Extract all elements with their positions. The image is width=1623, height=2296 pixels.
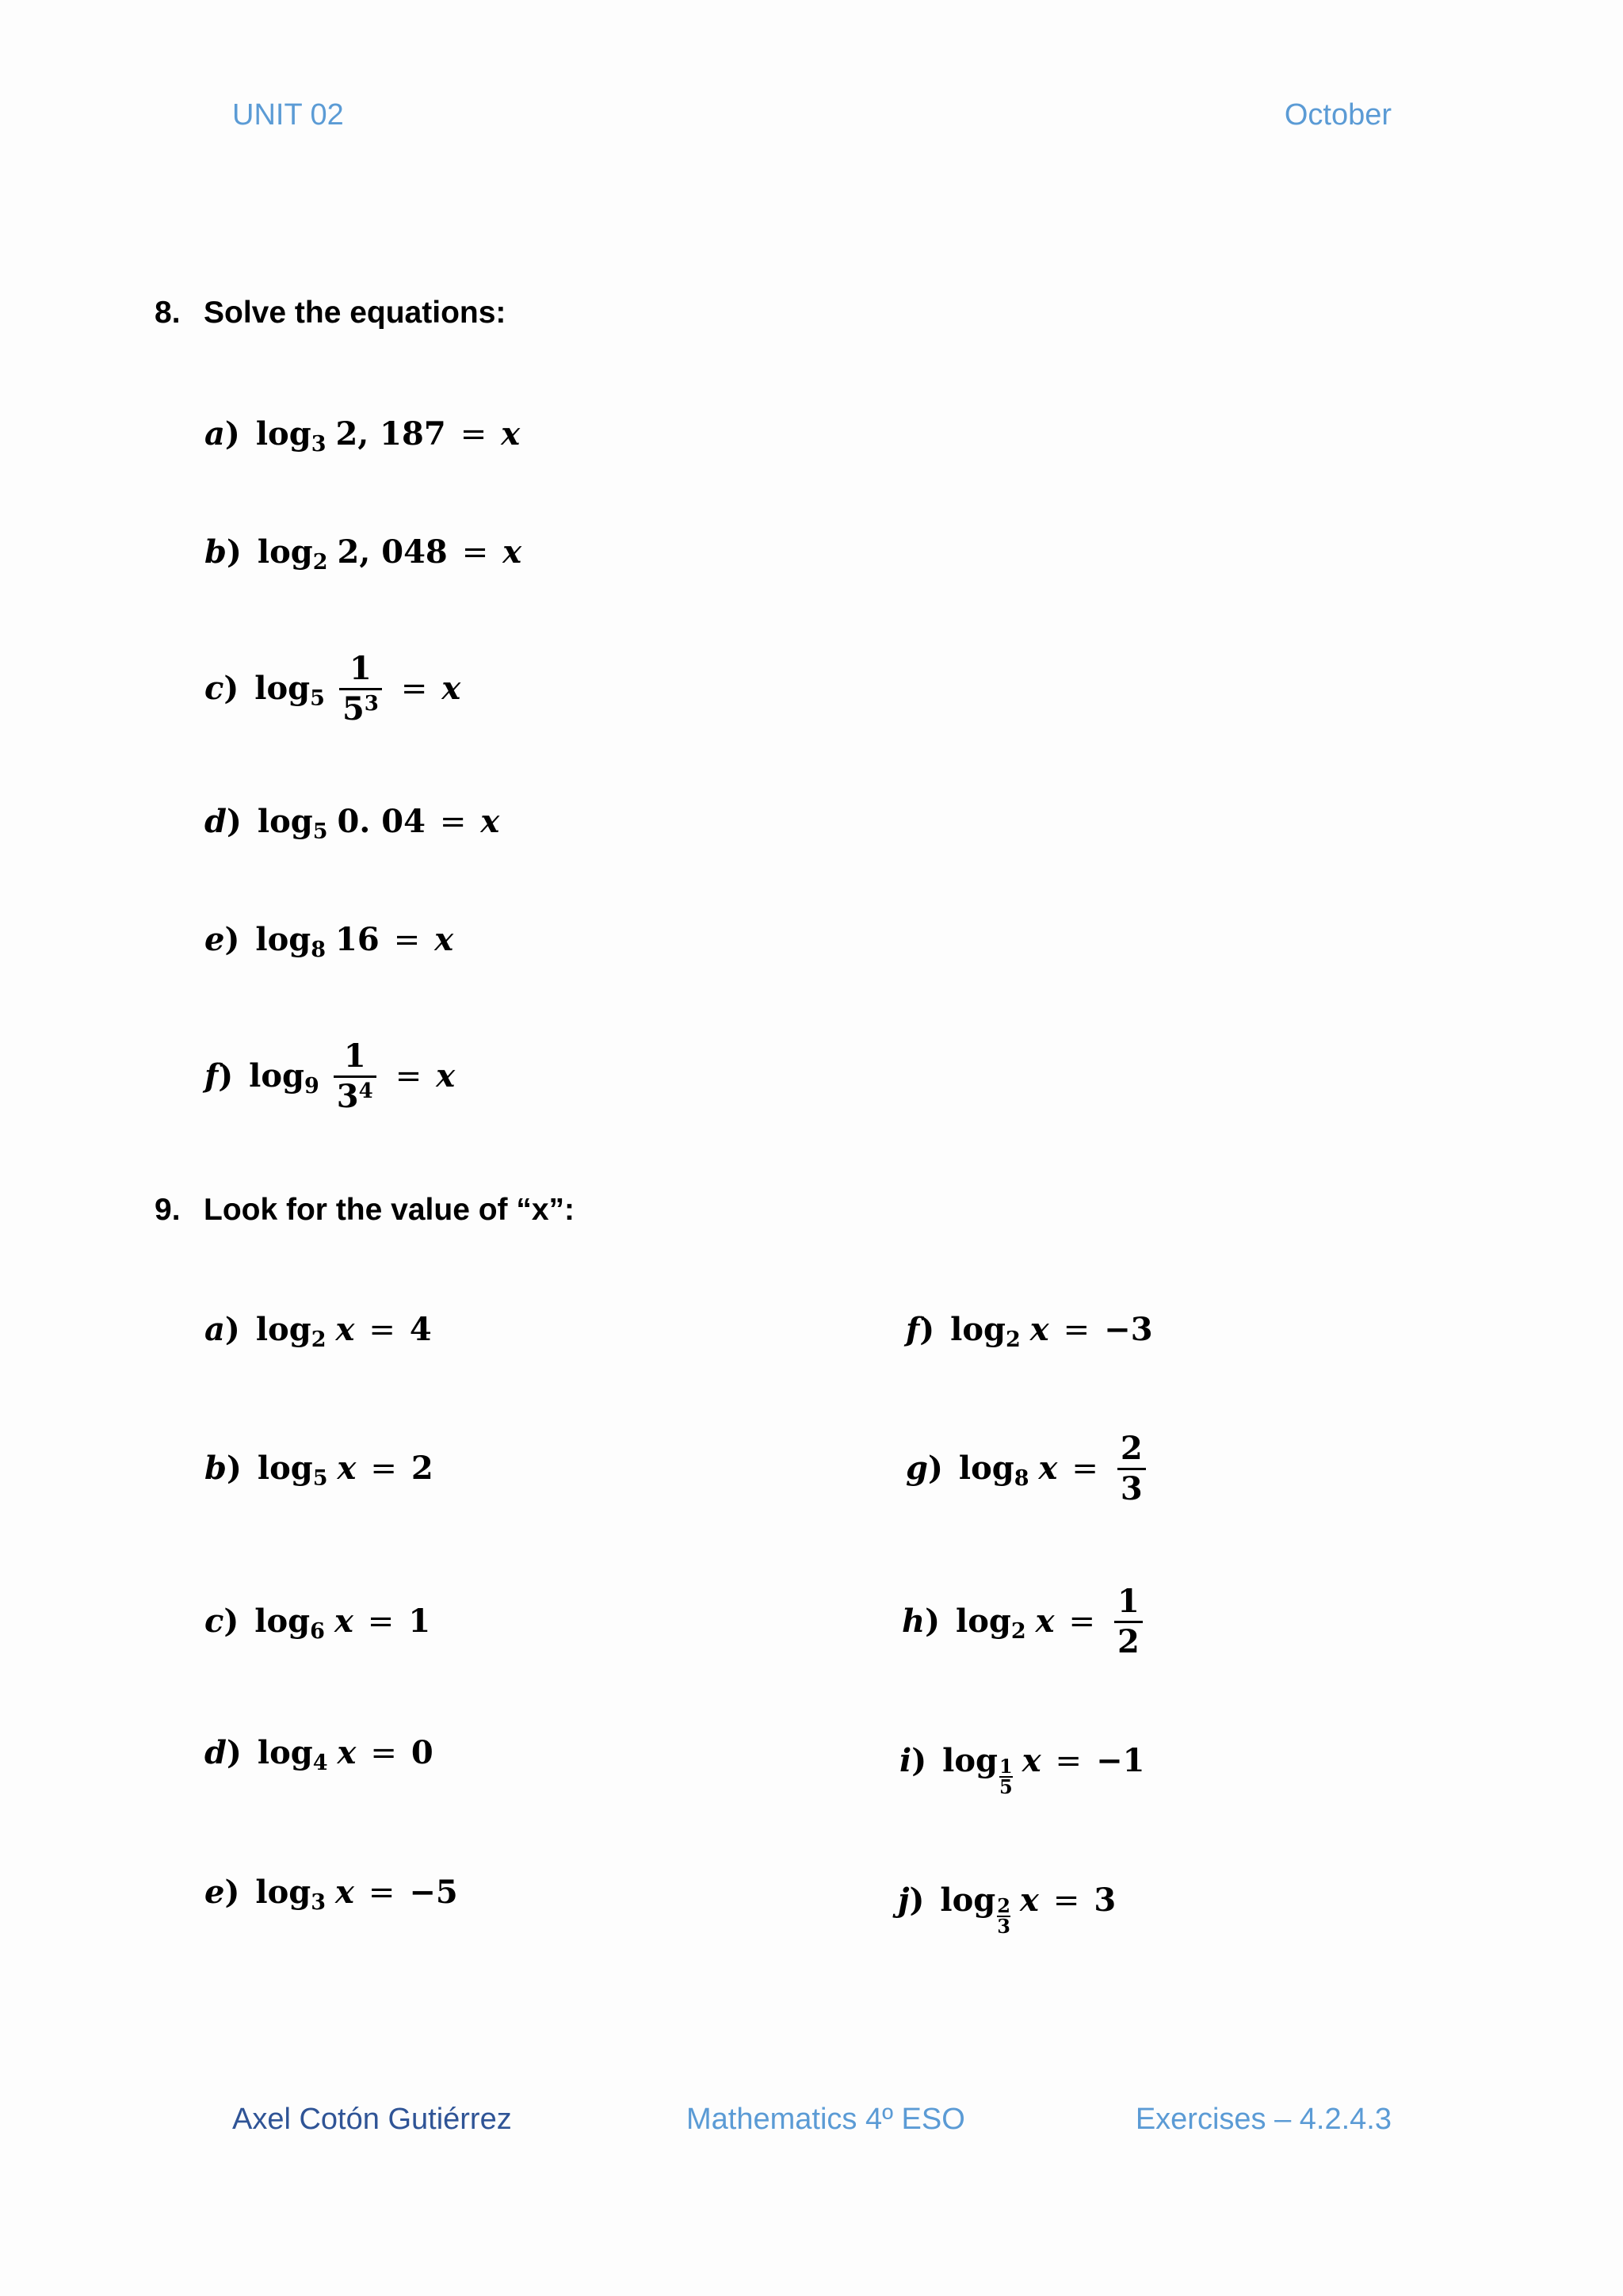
equation-9b: b ) log 5 x = 2 xyxy=(204,1450,433,1491)
question-number: 9. xyxy=(155,1193,181,1227)
fraction: $\frac{2}{3}$ xyxy=(1117,1433,1146,1505)
equation-8f: f ) log 9 $\frac{1}{3^4}$ = x xyxy=(204,1037,456,1115)
fraction: $\frac{1}{5^3}$ xyxy=(339,653,382,725)
fraction: $\frac{1}{2}$ xyxy=(1114,1586,1143,1658)
equation-9a: a ) log 2 x = 4 xyxy=(204,1311,432,1352)
footer-author: Axel Cotón Gutiérrez xyxy=(232,2103,512,2136)
fraction: $\frac{1}{3^4}$ xyxy=(334,1041,376,1113)
question-9-title xyxy=(155,1193,575,1228)
question-8-title xyxy=(155,296,506,330)
base-fraction: 2 3 xyxy=(997,1894,1010,1938)
question-number: 8. xyxy=(155,296,181,330)
footer-subject: Mathematics 4º ESO xyxy=(686,2103,965,2136)
equation-8b: b ) log 2 2, 048 = x xyxy=(204,533,522,575)
equation-8a: a ) log 3 2, 187 = x xyxy=(204,415,521,457)
header-unit: UNIT 02 xyxy=(232,98,344,132)
question-text: Look for the value of “x”: xyxy=(204,1193,575,1227)
equation-9f: f ) log 2 x = −3 xyxy=(906,1311,1153,1352)
equation-9g: g ) log 8 x = $\frac{2}{3}$ xyxy=(906,1429,1151,1508)
footer-reference: Exercises – 4.2.4.3 xyxy=(1135,2103,1392,2136)
equation-9e: e ) log 3 x = −5 xyxy=(204,1874,458,1915)
equation-9j: j ) log 2 3 x = 3 xyxy=(898,1881,1117,1938)
equation-8d: d ) log 5 0. 04 = x xyxy=(204,803,500,844)
equation-9d: d ) log 4 x = 0 xyxy=(204,1734,433,1775)
base-fraction: 1 5 xyxy=(999,1755,1013,1798)
equation-9h: h ) log 2 x = $\frac{1}{2}$ xyxy=(902,1582,1148,1661)
equation-8c: c ) log 5 $\frac{1}{5^3}$ = x xyxy=(204,649,461,728)
equation-8e: e ) log 8 16 = x xyxy=(204,921,454,962)
equation-9c: c ) log 6 x = 1 xyxy=(204,1603,431,1644)
header-month: October xyxy=(1284,98,1392,132)
equation-9i: i ) log 1 5 x = −1 xyxy=(899,1742,1145,1798)
question-text: Solve the equations: xyxy=(204,296,506,330)
